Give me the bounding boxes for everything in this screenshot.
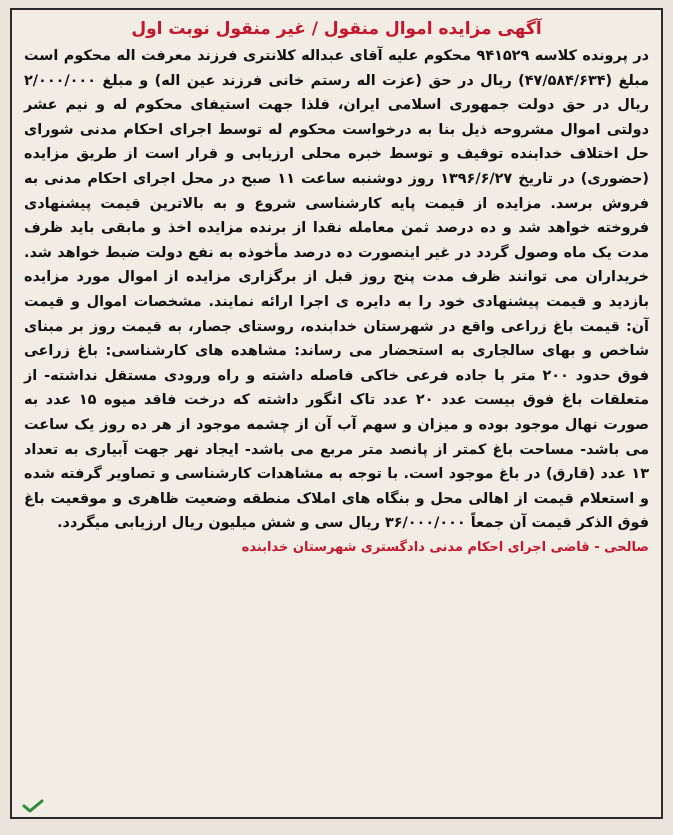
notice-body: در پرونده کلاسه ۹۴۱۵۲۹ محکوم علیه آقای عبداله کلانتری فرزند معرفت اله محکوم است مبلغ (۴۷/۵۸۴/۶۳۴) ریال در حق (عزت اله رستم خانی فرزند عین اله) و مبلغ ۲/۰۰۰/۰۰۰ ریال در حق دولت جمهوری اسلامی ایران، فلذا جهت استیفای محکوم له و نیم عشر دولتی اموال مشروحه ذیل بنا به درخواست محکوم له توسط اجرای احکام مدنی شورای حل اختلاف خدابنده توقیف و توسط خبره محلی ارزیابی و قرار است از طریق مزایده (حضوری) در تاریخ ۱۳۹۶/۶/۲۷ روز دوشنبه ساعت ۱۱ صبح در محل اجرای احکام مدنی به فروش برسد. مزایده از قیمت پایه کارشناسی شروع و به بالاترین قیمت پیشنهادی فروخته خواهد شد و ده درصد ثمن معامله نقدا از برنده مزایده اخذ و مابقی باید ظرف مدت یک ماه وصول گردد در غیر اینصورت ده درصد مأخوذه به نفع دولت ضبط خواهد شد. خریداران می توانند ظرف مدت پنج روز قبل از برگزاری مزایده از اموال مورد مزایده بازدید و قیمت پیشنهادی خود را به دایره ی اجرا ارائه نمایند. مشخصات اموال و قیمت آن: قیمت باغ زراعی واقع در شهرستان خدابنده، روستای جصار، به قیمت روز بر مبنای شاخص و بهای سالجاری به استحضار می رساند: مشاهده های کارشناسی: باغ زراعی فوق حدود ۲۰۰ متر با جاده فرعی خاکی فاصله داشته و راه ورودی مستقل نداشته- از متعلقات باغ فوق بیست عدد ۲۰ عدد تاک انگور داشته که درخت فاقد میوه ۱۵ عدد به صورت نهال موجود بوده و میزان و سهم آب آن از چشمه موجود از هر ده روز یک ساعت می باشد- مساحت باغ کمتر از پانصد متر مربع می باشد- ایجاد نهر جهت آبیاری به تعداد ۱۳ عدد (قارق) در باغ موجود است. با توجه به مشاهدات کارشناسی و تصاویر گرفته شده و استعلام قیمت از اهالی محل و بنگاه های املاک منطقه وضعیت ظاهری و موقعیت باغ فوق الذکر قیمت آن جمعاً ۳۶/۰۰۰/۰۰۰ ریال سی و شش میلیون ریال ارزیابی میگردد. <box>24 48 650 532</box>
notice-title: آگهی مزایده اموال منقول / غیر منقول نوبت اول <box>131 19 542 39</box>
notice-signature: صالحی - قاضی اجرای احکام مدنی دادگستری شهرستان خدابنده <box>241 539 649 555</box>
check-mark-icon <box>22 799 44 813</box>
notice-clipping <box>10 8 663 819</box>
